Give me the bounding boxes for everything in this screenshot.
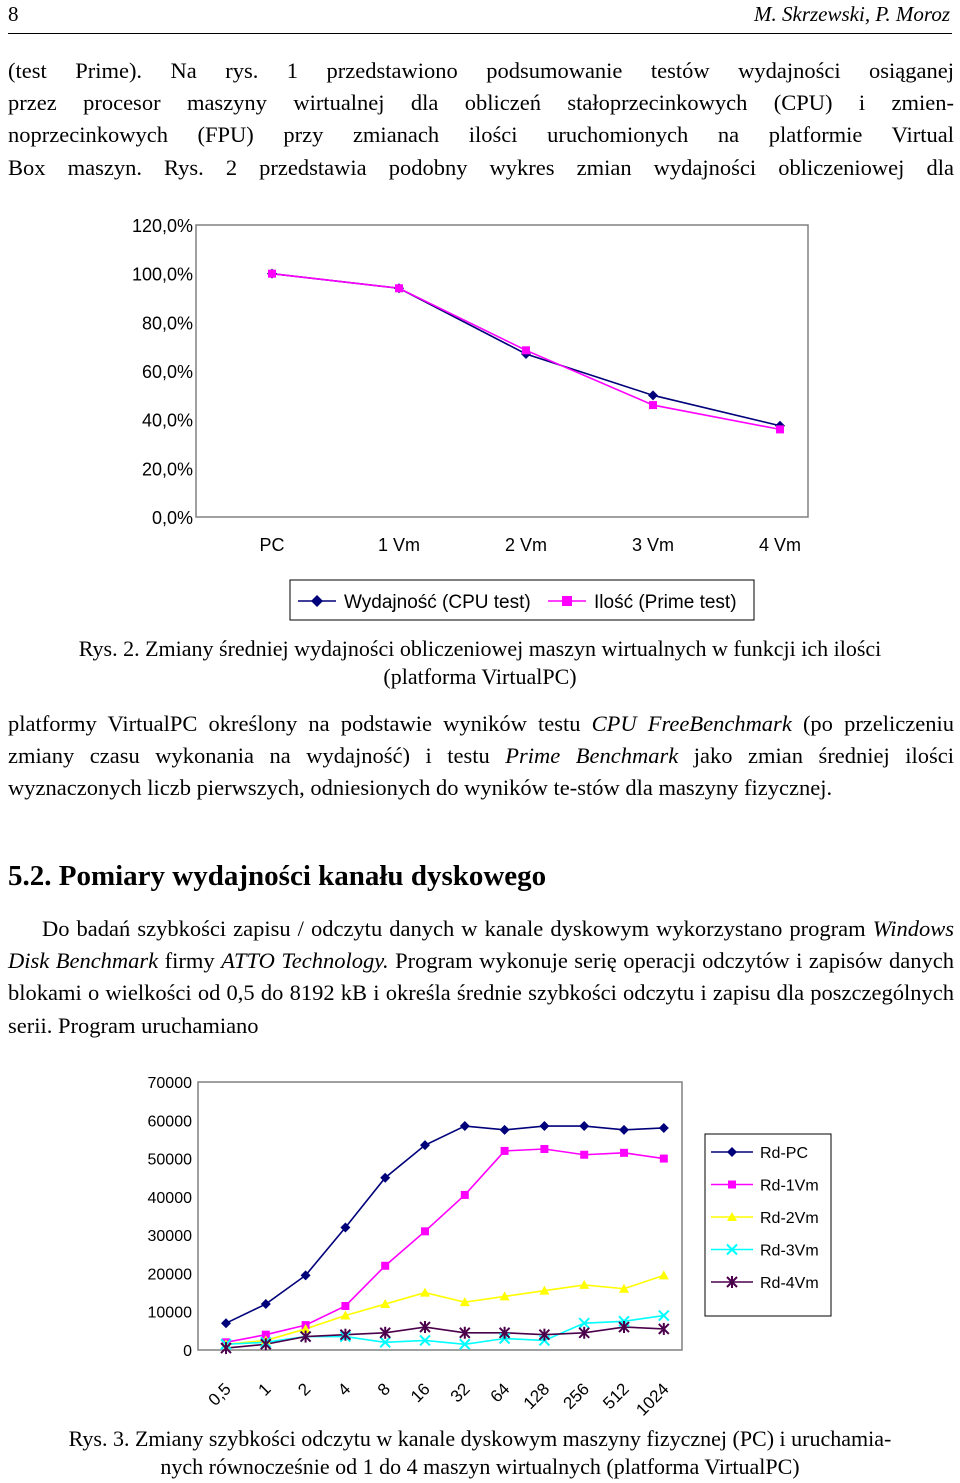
plot-area — [196, 225, 808, 517]
intro-paragraph — [8, 55, 954, 184]
figure-2-chart — [0, 205, 960, 625]
data-point-0 — [221, 1318, 231, 1328]
x-tick-label: 0,5 — [204, 1379, 235, 1410]
p3-segment-3: Program wykonuje serię operacji odczytów i zapisów danych blokami o wielkości od 0,5 do 8192 kB i określa średnie szybkości odczytu i zapisu dla poszczególnych serii. Program uruchamiano — [8, 948, 954, 1038]
x-axis-ticks — [259, 535, 801, 555]
x-tick-label: 128 — [519, 1379, 554, 1413]
x-tick-label: 1 — [254, 1379, 275, 1400]
figure-3-caption-line-2: nych równocześnie od 1 do 4 maszyn wirtualnych (platforma VirtualPC) — [160, 1454, 800, 1479]
data-point-2 — [579, 1280, 589, 1289]
legend-label-0: Rd-PC — [760, 1145, 809, 1162]
y-tick-label: 50000 — [147, 1151, 192, 1169]
data-point-1 — [381, 1262, 389, 1270]
y-tick-label: 100,0% — [131, 264, 193, 285]
plot-area — [198, 1082, 682, 1350]
paragraph-3-text — [8, 913, 954, 1042]
y-tick-label: 20,0% — [141, 459, 193, 480]
figure-2-caption-line-2: (platforma VirtualPC) — [383, 664, 577, 689]
y-tick-label: 60000 — [147, 1113, 192, 1131]
intro-line-3: noprzecinkowych (FPU) przy zmianach ilości uruchomionych na platformie Virtual — [8, 122, 954, 148]
series-line-0 — [226, 1126, 664, 1323]
p3-segment-2: firmy — [158, 948, 222, 974]
data-point-1 — [501, 1147, 509, 1155]
x-tick-label: 256 — [559, 1379, 594, 1413]
x-tick-label: 16 — [407, 1379, 434, 1407]
data-point-1 — [540, 1145, 548, 1153]
p2-segment-3: jako zmian średniej ilości wyznaczonych liczb pierwszych, odniesionych do wyników te-stów dla maszyny fizycznej. — [8, 743, 954, 801]
y-tick-label: 60,0% — [141, 362, 193, 382]
legend-square-icon — [562, 596, 572, 606]
y-axis-ticks — [148, 1075, 193, 1360]
legend — [705, 1134, 831, 1316]
series-group — [267, 269, 785, 434]
x-tick-label: 4 — [334, 1379, 355, 1400]
section-heading — [8, 860, 546, 893]
y-tick-label: 0,0% — [151, 508, 193, 528]
data-point-1 — [341, 1302, 349, 1310]
data-point-1 — [649, 401, 657, 409]
data-point-0 — [579, 1121, 589, 1131]
intro-line-4: Box maszyn. Rys. 2 przedstawia podobny wykres zmian wydajności obliczeniowej dla — [8, 154, 954, 180]
data-point-0 — [648, 390, 658, 400]
x-tick-label: 1 Vm — [377, 535, 421, 555]
page-number: 8 — [8, 2, 19, 26]
figure-3-chart — [0, 1062, 960, 1422]
series-group — [221, 1121, 669, 1354]
data-point-0 — [619, 1125, 629, 1135]
data-point-1 — [660, 1155, 668, 1163]
p2-segment-2: (po przeliczeniu zmiany czasu wykonania na wydajność) i testu — [8, 711, 954, 769]
x-axis-ticks — [205, 1379, 673, 1419]
figure-3-caption-line-1: Rys. 3. Zmiany szybkości odczytu w kanale dyskowym maszyny fizycznej (PC) i uruchamia- — [68, 1426, 892, 1451]
x-tick-label: 8 — [373, 1379, 395, 1400]
data-point-0 — [539, 1121, 549, 1131]
data-point-1 — [620, 1149, 628, 1157]
data-point-1 — [461, 1191, 469, 1199]
y-tick-label: 80,0% — [141, 313, 193, 334]
page-header — [8, 2, 950, 32]
y-tick-label: 70000 — [147, 1075, 192, 1092]
legend-label-2: Rd-2Vm — [760, 1210, 819, 1227]
data-point-0 — [460, 1121, 470, 1131]
intro-line-1: (test Prime). Na rys. 1 przedstawiono podsumowanie testów wydajności osiąganej — [8, 58, 954, 83]
section-title: Pomiary wydajności kanału dyskowego — [58, 860, 547, 892]
data-point-1 — [395, 284, 403, 292]
y-tick-label: 30000 — [147, 1228, 192, 1246]
y-tick-label: 10000 — [147, 1304, 192, 1322]
data-point-2 — [659, 1270, 669, 1279]
x-tick-label: 2 Vm — [504, 535, 548, 555]
data-point-1 — [268, 270, 276, 278]
legend-label-1: Rd-1Vm — [760, 1177, 819, 1195]
x-tick-label: 2 — [294, 1379, 315, 1400]
p3-segment-1: Do badań szybkości zapisu / odczytu danych w kanale dyskowym wykorzystano program — [42, 916, 873, 941]
data-point-0 — [659, 1123, 669, 1133]
running-head: M. Skrzewski, P. Moroz — [754, 2, 950, 26]
series-line-1 — [226, 1149, 664, 1342]
x-tick-label: 4 Vm — [758, 535, 802, 555]
y-tick-label: 0 — [183, 1343, 192, 1360]
y-tick-label: 40000 — [147, 1189, 192, 1207]
y-tick-label: 40,0% — [141, 410, 193, 431]
paragraph-2-text — [8, 708, 954, 805]
figure-2-caption-line-1: Rys. 2. Zmiany średniej wydajności obliczeniowej maszyn wirtualnych w funkcji ich ilości — [78, 636, 882, 661]
data-point-1 — [421, 1227, 429, 1235]
intro-line-2: przez procesor maszyny wirtualnej dla obliczeń stałoprzecinkowych (CPU) i zmien- — [8, 90, 954, 116]
y-tick-label: 120,0% — [131, 216, 193, 236]
x-tick-label: 3 Vm — [631, 535, 675, 555]
data-point-0 — [500, 1125, 510, 1135]
legend-marker-icon — [727, 1147, 737, 1157]
figure-3-caption — [0, 1425, 960, 1481]
data-point-2 — [420, 1288, 430, 1297]
p3-emphasis-atto-technology: ATTO Technology. — [221, 948, 389, 974]
p2-segment-1: platformy VirtualPC określony na podstawie wyników testu — [8, 711, 592, 736]
legend-label-prime: Ilość (Prime test) — [594, 592, 737, 613]
x-tick-label: 512 — [599, 1379, 633, 1413]
p2-emphasis-cpu-freebenchmark: CPU FreeBenchmark — [591, 711, 792, 736]
legend-diamond-icon — [311, 595, 323, 607]
section-number: 5.2. — [8, 860, 52, 892]
x-tick-label: PC — [259, 535, 285, 555]
data-point-1 — [522, 346, 530, 354]
data-point-1 — [776, 425, 784, 433]
p3-emphasis-windows-disk-benchmark: Windows Disk Benchmark — [8, 916, 954, 974]
y-axis-ticks — [132, 216, 193, 528]
series-line-4 — [226, 1327, 664, 1348]
data-point-1 — [580, 1151, 588, 1159]
legend — [290, 580, 754, 620]
paragraph-3 — [8, 913, 954, 1042]
figure-2-caption — [0, 635, 960, 691]
y-tick-label: 20000 — [147, 1266, 192, 1284]
legend-label-cpu: Wydajność (CPU test) — [344, 592, 531, 613]
x-tick-label: 1024 — [632, 1379, 673, 1420]
legend-label-3: Rd-3Vm — [760, 1242, 819, 1260]
x-tick-label: 64 — [486, 1379, 514, 1407]
legend-label-4: Rd-4Vm — [760, 1275, 819, 1292]
header-rule — [8, 33, 952, 34]
legend-marker-icon — [728, 1181, 736, 1189]
x-tick-label: 32 — [446, 1379, 474, 1407]
paragraph-2 — [8, 708, 954, 805]
p2-emphasis-prime-benchmark: Prime Benchmark — [505, 743, 679, 769]
